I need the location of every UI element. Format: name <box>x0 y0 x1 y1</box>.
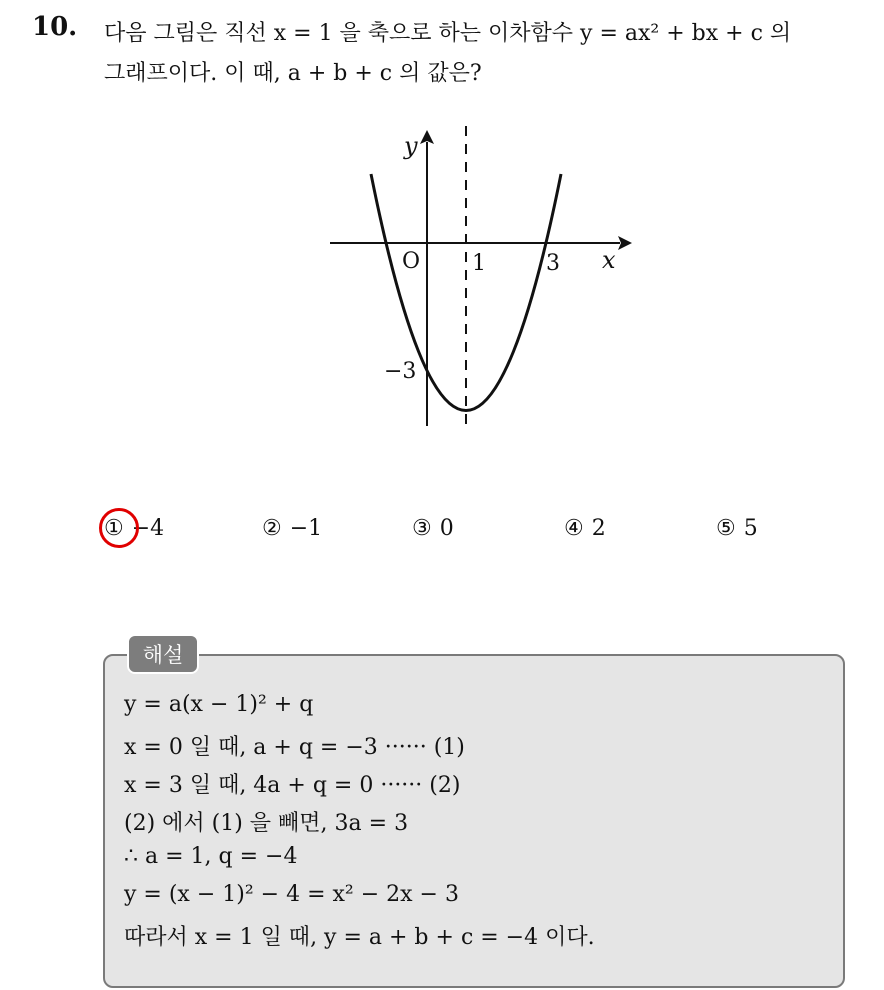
choice-number: ③ <box>412 516 432 541</box>
y-tick-neg3: −3 <box>384 359 417 384</box>
choice-number: ④ <box>564 516 584 541</box>
solution-line-4: (2) 에서 (1) 을 빼면, 3a = 3 <box>124 811 409 836</box>
solution-line-2: x = 0 일 때, a + q = −3 ······ (1) <box>124 735 465 760</box>
solution-tag: 해설 <box>127 634 199 674</box>
x-tick-1: 1 <box>472 251 486 276</box>
choice-2[interactable] <box>262 516 322 541</box>
choice-3[interactable] <box>412 516 454 541</box>
parabola-graph <box>320 120 640 440</box>
solution-line-5: ∴ a = 1, q = −4 <box>124 844 298 869</box>
choice-value: 0 <box>439 516 454 541</box>
choice-value: 2 <box>591 516 606 541</box>
choice-1[interactable] <box>104 516 164 541</box>
choice-value: −1 <box>289 516 323 541</box>
question-text-line-2: 그래프이다. 이 때, a + b + c 의 값은? <box>104 61 482 86</box>
solution-line-6: y = (x − 1)² − 4 = x² − 2x − 3 <box>124 882 459 907</box>
solution-line-3: x = 3 일 때, 4a + q = 0 ······ (2) <box>124 773 461 798</box>
solution-line-1: y = a(x − 1)² + q <box>124 692 314 717</box>
choice-number: ⑤ <box>716 516 736 541</box>
choice-5[interactable] <box>716 516 758 541</box>
solution-line-7: 따라서 x = 1 일 때, y = a + b + c = −4 이다. <box>124 925 595 950</box>
choice-number: ② <box>262 516 282 541</box>
answer-choices <box>104 516 824 556</box>
choice-value: 5 <box>743 516 758 541</box>
choice-value: −4 <box>131 516 165 541</box>
y-axis-label: y <box>404 132 418 160</box>
selected-answer-mark <box>99 508 139 548</box>
x-tick-3: 3 <box>546 251 560 276</box>
choice-4[interactable] <box>564 516 606 541</box>
question-number: 10. <box>32 12 78 42</box>
x-axis-arrow <box>618 236 632 250</box>
y-axis-arrow <box>420 130 434 144</box>
x-axis-label: x <box>602 246 616 274</box>
origin-label: O <box>402 249 421 274</box>
choice-number: ① <box>104 516 124 541</box>
question-text-line-1: 다음 그림은 직선 x = 1 을 축으로 하는 이차함수 y = ax² + bx + c 의 <box>104 21 792 46</box>
